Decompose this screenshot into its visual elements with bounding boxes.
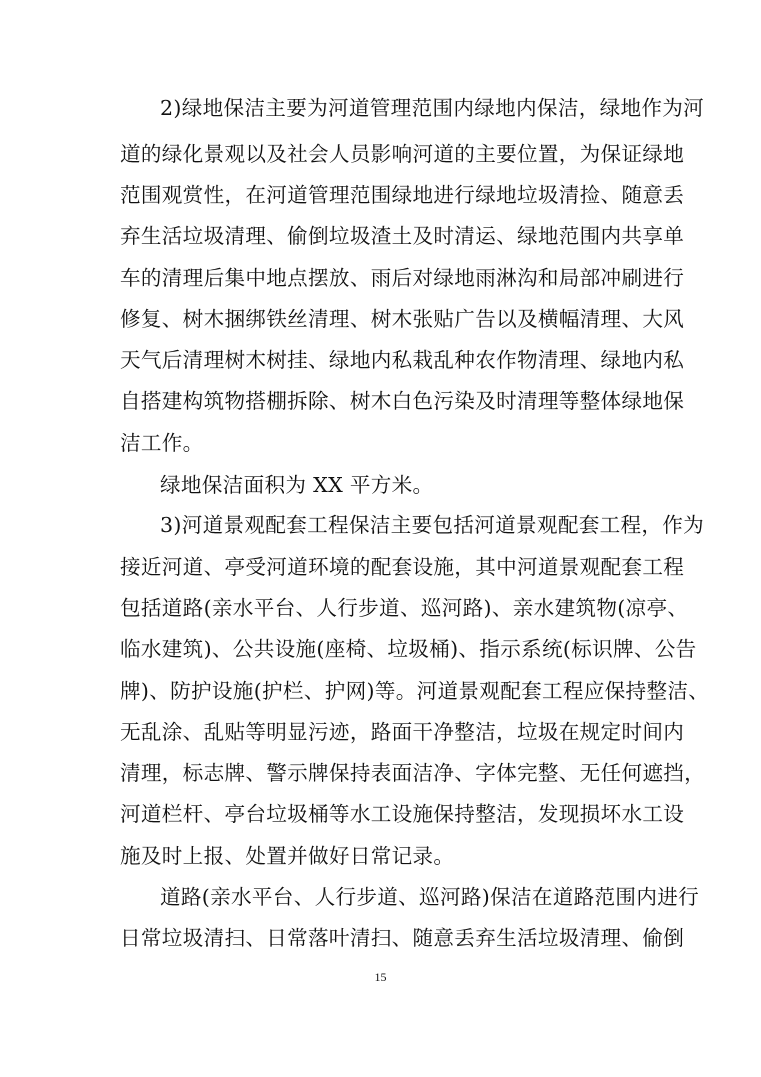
text-line: 自搭建构筑物搭棚拆除、树木白色污染及时清理等整体绿地保: [120, 389, 685, 413]
text-line: 清理，标志牌、警示牌保持表面洁净、字体完整、无任何遮挡，: [120, 761, 706, 785]
text-line: 天气后清理树木树挂、绿地内私栽乱种农作物清理、绿地内私: [120, 348, 685, 372]
text-line: 施及时上报、处置并做好日常记录。: [120, 844, 455, 868]
text-line: 车的清理后集中地点摆放、雨后对绿地雨淋沟和局部冲刷进行: [120, 266, 685, 290]
text-line: 2)绿地保洁主要为河道管理范围内绿地内保洁，绿地作为河: [160, 96, 705, 120]
text-line: 无乱涂、乱贴等明显污迹，路面干净整洁，垃圾在规定时间内: [120, 720, 685, 744]
text-line: 修复、树木捆绑铁丝清理、树木张贴广告以及横幅清理、大风: [120, 307, 685, 331]
text-line: 临水建筑)、公共设施(座椅、垃圾桶)、指示系统(标识牌、公告: [120, 637, 697, 661]
text-line: 接近河道、亭受河道环境的配套设施，其中河道景观配套工程: [120, 555, 685, 579]
text-line: 包括道路(亲水平台、人行步道、巡河路)、亲水建筑物(凉亭、: [120, 596, 689, 620]
text-line: 绿地保洁面积为 XX 平方米。: [160, 473, 434, 497]
text-line: 范围观赏性，在河道管理范围绿地进行绿地垃圾清捡、随意丢: [120, 183, 685, 207]
page-number: 15: [374, 970, 387, 984]
text-line: 3)河道景观配套工程保洁主要包括河道景观配套工程，作为: [160, 513, 705, 537]
text-line: 日常垃圾清扫、日常落叶清扫、随意丢弃生活垃圾清理、偷倒: [120, 926, 685, 950]
text-line: 弃生活垃圾清理、偷倒垃圾渣土及时清运、绿地范围内共享单: [120, 224, 685, 248]
text-line: 道的绿化景观以及社会人员影响河道的主要位置，为保证绿地: [120, 142, 685, 166]
text-line: 河道栏杆、亭台垃圾桶等水工设施保持整洁，发现损坏水工设: [120, 802, 685, 826]
text-line: 洁工作。: [120, 431, 204, 455]
text-line: 道路(亲水平台、人行步道、巡河路)保洁在道路范围内进行: [160, 885, 700, 909]
text-line: 牌)、防护设施(护栏、护网)等。河道景观配套工程应保持整洁、: [120, 679, 710, 703]
